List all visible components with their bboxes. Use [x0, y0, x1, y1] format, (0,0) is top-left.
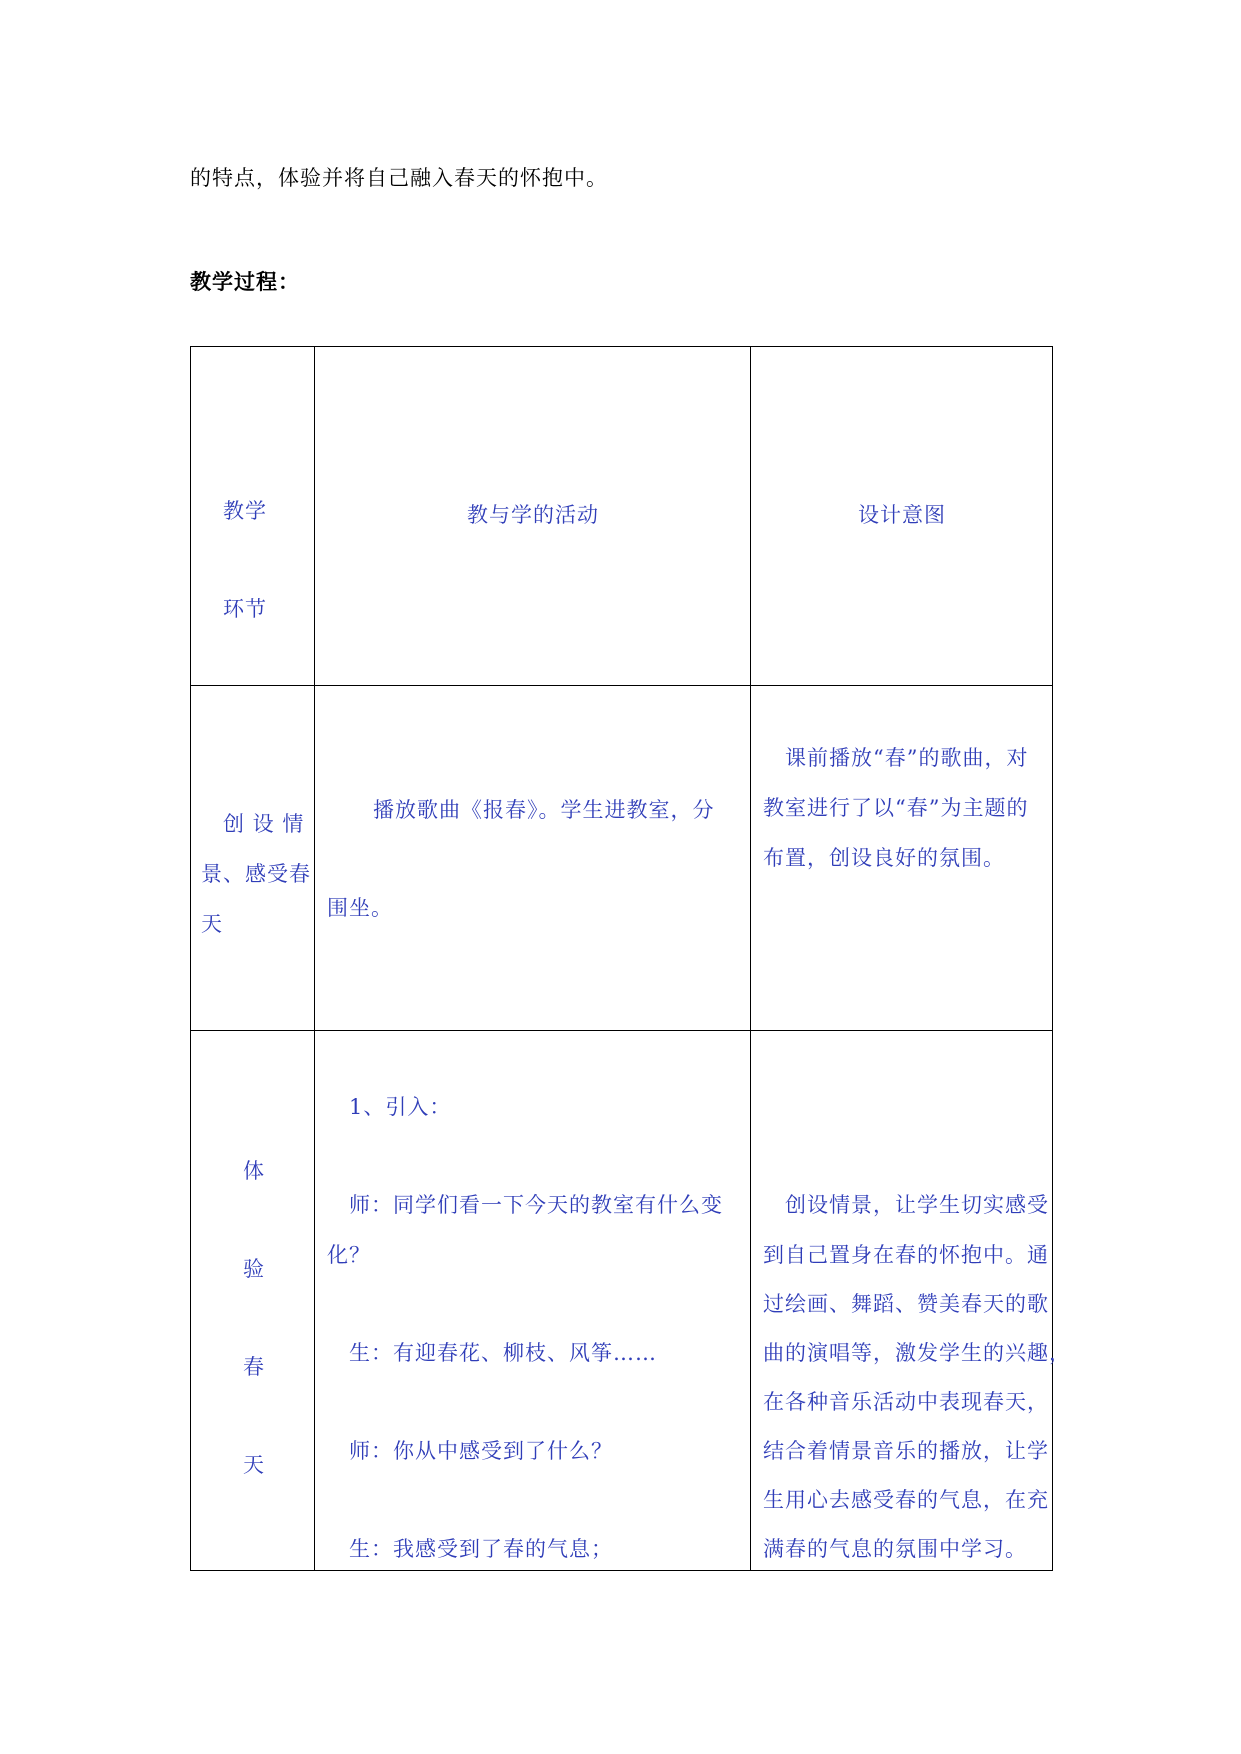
row2-activity-line: 生：有迎春花、柳枝、风筝…… — [349, 1341, 657, 1365]
row1-activity-line2: 围坐。 — [327, 896, 393, 920]
row2-activity-line: 师：同学们看一下今天的教室有什么变 — [349, 1193, 723, 1217]
section-heading: 教学过程： — [190, 269, 300, 294]
lesson-plan-table — [190, 346, 1071, 1571]
table-row — [191, 1031, 1053, 1571]
row1-activity-line1: 播放歌曲《报春》。学生进教室，分 — [373, 798, 715, 822]
row2-intent-cell — [751, 1031, 1071, 1571]
row1-intent-line3: 布置，创设良好的氛围。 — [763, 846, 1005, 870]
row2-intent-line: 满春的气息的氛围中学习。 — [763, 1537, 1027, 1561]
row2-intent-line: 过绘画、舞蹈、赞美春天的歌 — [763, 1292, 1049, 1316]
header-activity-label: 教与学的活动 — [467, 503, 599, 527]
row2-intent-line: 在各种音乐活动中表现春天， — [763, 1390, 1049, 1414]
row1-stage-cell — [191, 686, 315, 1031]
row2-stage-char: 天 — [243, 1453, 265, 1477]
header-stage-label-line1: 教学 — [223, 499, 267, 523]
header-stage-cell — [191, 347, 315, 686]
row1-intent-cell — [751, 686, 1053, 1031]
row2-intent-line: 结合着情景音乐的播放，让学 — [763, 1439, 1049, 1463]
row2-activity-line: 化？ — [327, 1243, 371, 1267]
header-intent-cell — [751, 347, 1053, 686]
table-header-row — [191, 347, 1053, 686]
row2-activity-line: 1、引入： — [349, 1095, 452, 1119]
header-activity-cell — [315, 347, 751, 686]
header-intent-label: 设计意图 — [858, 503, 946, 527]
row1-activity-cell — [315, 686, 751, 1031]
intro-paragraph: 的特点，体验并将自己融入春天的怀抱中。 — [190, 166, 608, 190]
row2-intent-line: 曲的演唱等，激发学生的兴趣， — [763, 1341, 1071, 1365]
table-row — [191, 686, 1053, 1031]
row2-stage-char: 春 — [243, 1355, 265, 1379]
row1-intent-line2: 教室进行了以“春”为主题的 — [763, 796, 1029, 820]
row2-activity-line: 师：你从中感受到了什么？ — [349, 1439, 613, 1463]
row2-intent-line: 到自己置身在春的怀抱中。通 — [763, 1243, 1049, 1267]
row1-intent-line1: 课前播放“春”的歌曲，对 — [785, 746, 1029, 770]
row2-activity-cell — [315, 1031, 751, 1571]
header-stage-label-line2: 环节 — [223, 597, 267, 621]
row2-activity-line: 生：我感受到了春的气息； — [349, 1537, 613, 1561]
row2-intent-line: 创设情景，让学生切实感受 — [785, 1193, 1049, 1217]
row2-stage-char: 验 — [243, 1257, 265, 1281]
row1-stage-line3: 天 — [201, 912, 223, 936]
row2-stage-char: 体 — [243, 1159, 265, 1183]
row1-stage-line2: 景、感受春 — [201, 862, 311, 886]
row2-intent-line: 生用心去感受春的气息，在充 — [763, 1488, 1049, 1512]
row1-stage-line1: 创 设 情 — [223, 812, 305, 836]
row2-stage-cell — [191, 1031, 315, 1571]
